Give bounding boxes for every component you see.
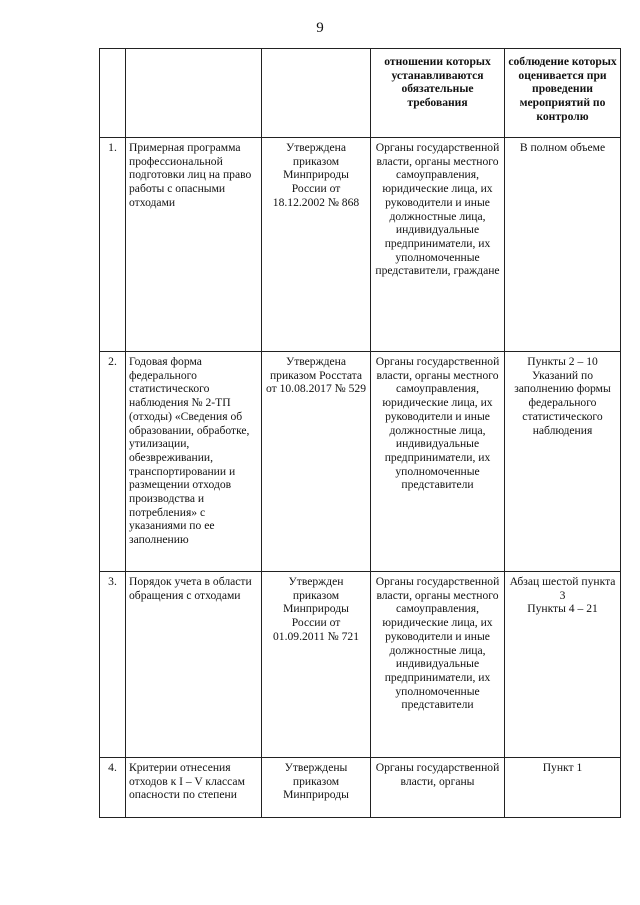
act-scope: Пункты 2 – 10 Указаний по заполнению формы федерального статистического наблюдения: [505, 352, 621, 572]
table-header-row: [100, 49, 621, 138]
act-subjects: Органы государственной власти, органы местного самоуправления, юридические лица, их руководители и иные должностные лица, индивидуальные предприниматели, их уполномоченные представители, граждане: [371, 138, 505, 352]
act-name: Порядок учета в области обращения с отходами: [126, 572, 262, 758]
act-approval: Утверждены приказом Минприроды: [262, 758, 371, 818]
act-scope-line: Пункты 4 – 21: [527, 602, 598, 616]
act-scope: Пункт 1: [505, 758, 621, 818]
act-subjects: Органы государственной власти, органы местного самоуправления, юридические лица, их руководители и иные должностные лица, индивидуальные предприниматели, их уполномоченные представители: [371, 352, 505, 572]
act-name: Годовая форма федерального статистического наблюдения № 2-ТП (отходы) «Сведения об образовании, обработке, утилизации, обезвреживании, транспортировании и размещении отходов производства и потребления» с указаниями по ее заполнению: [126, 352, 262, 572]
page-number: 9: [316, 20, 324, 36]
table-row: [100, 352, 621, 572]
table-row: [100, 758, 621, 818]
header-name-cell: [126, 49, 262, 138]
act-approval: Утвержден приказом Минприроды России от 01.09.2011 № 721: [262, 572, 371, 758]
act-name: Примерная программа профессиональной подготовки лиц на право работы с опасными отходами: [126, 138, 262, 352]
header-subjects-cell: отношении которых устанавливаются обязательные требования: [371, 49, 505, 138]
table-row: [100, 572, 621, 758]
act-approval: Утверждена приказом Минприроды России от 18.12.2002 № 868: [262, 138, 371, 352]
act-name: Критерии отнесения отходов к I – V классам опасности по степени: [126, 758, 262, 818]
header-scope-cell: соблюдение которых оценивается при проведении мероприятий по контролю: [505, 49, 621, 138]
row-number: 2.: [100, 352, 126, 572]
act-approval: Утверждена приказом Росстата от 10.08.2017 № 529: [262, 352, 371, 572]
act-scope-line: Абзац шестой пункта 3: [509, 575, 616, 602]
requirements-table: [99, 48, 621, 818]
row-number: 4.: [100, 758, 126, 818]
row-number: 1.: [100, 138, 126, 352]
row-number: 3.: [100, 572, 126, 758]
act-scope: В полном объеме: [505, 138, 621, 352]
header-approval-cell: [262, 49, 371, 138]
table-row: [100, 138, 621, 352]
act-subjects: Органы государственной власти, органы местного самоуправления, юридические лица, их руководители и иные должностные лица, индивидуальные предприниматели, их уполномоченные представители: [371, 572, 505, 758]
act-scope: [505, 572, 621, 758]
header-num-cell: [100, 49, 126, 138]
act-subjects: Органы государственной власти, органы: [371, 758, 505, 818]
